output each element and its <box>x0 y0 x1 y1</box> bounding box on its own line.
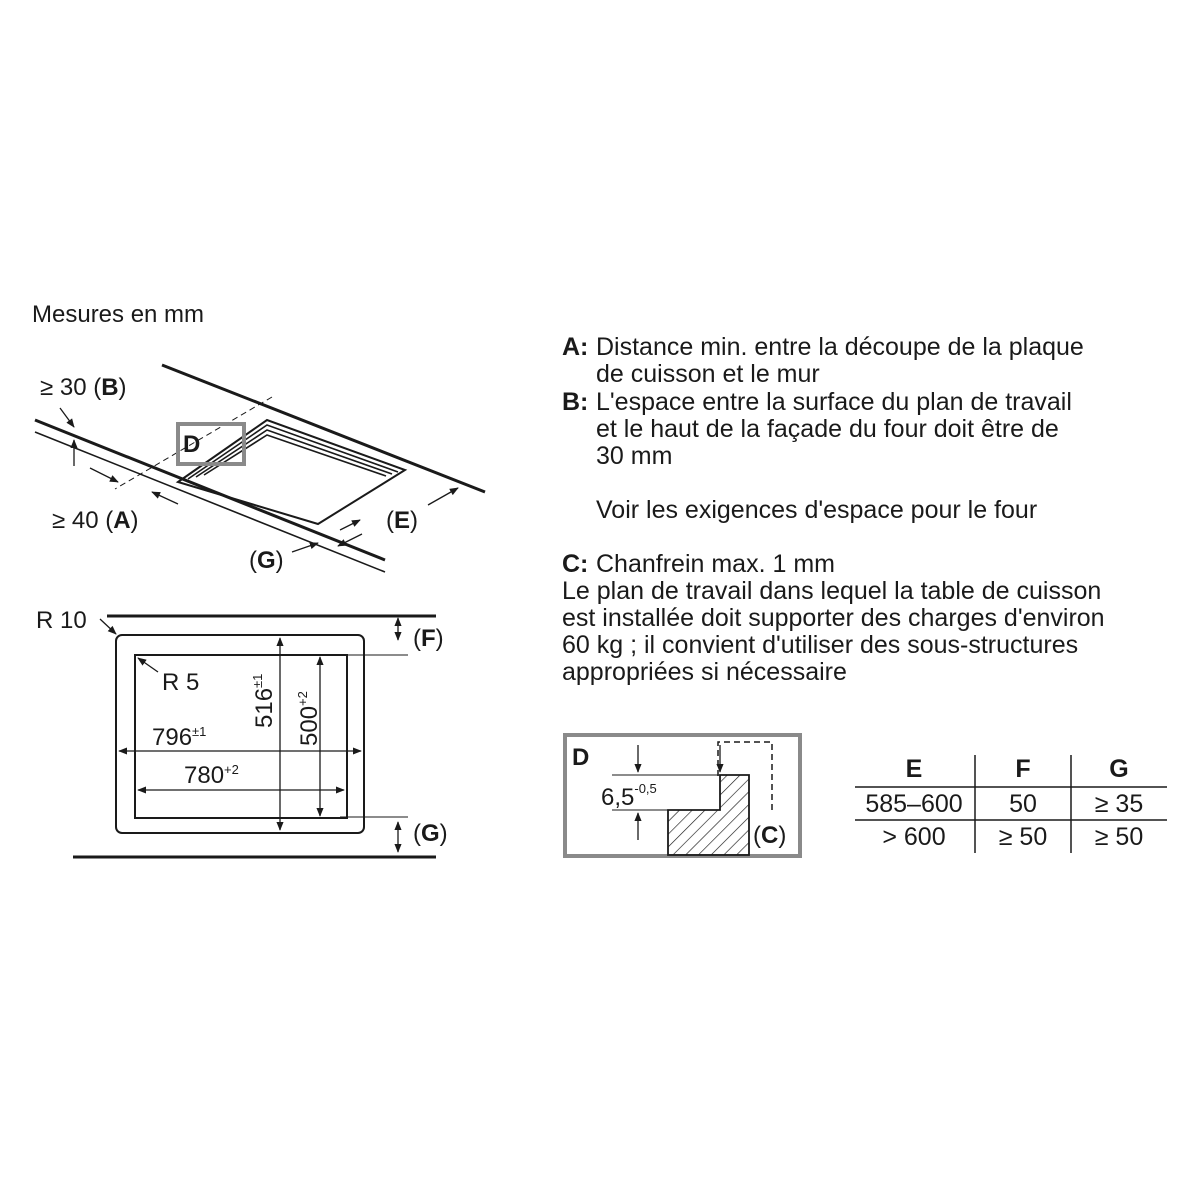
hob-cutout-outer <box>178 420 405 524</box>
chamfer-c-text: (C) <box>753 822 787 849</box>
table-cell-r1-f: 50 <box>1009 790 1037 818</box>
legend-a-key: A: <box>562 333 589 361</box>
detail-d-marker-label: D <box>183 431 201 458</box>
dim-516-text: $516^{\pm 1}$ <box>250 673 278 728</box>
dim-796-text: $796^{\pm 1}$ <box>152 724 207 751</box>
table-cell-r2-f: ≥ 50 <box>998 823 1048 851</box>
radius-r5-arrow <box>138 658 158 672</box>
depth-text: $6,5^{-0,5}$ <box>601 781 657 811</box>
table-header-f: F <box>1015 755 1031 783</box>
top-view <box>35 365 485 574</box>
cutout-view <box>36 607 448 857</box>
radius-r5: R 5 <box>162 669 200 696</box>
table-header-e: E <box>905 755 923 783</box>
legend-c-key: C: <box>562 550 589 578</box>
worktop-section <box>668 775 749 855</box>
dim-b-text: ≥ 30 (B) <box>40 374 127 401</box>
page-title: Mesures en mm <box>32 301 205 328</box>
dim-f-text: (F) <box>413 625 444 652</box>
table-cell-r2-g: ≥ 50 <box>1094 823 1144 851</box>
legend-c-line1: Chanfrein max. 1 mm <box>596 550 835 578</box>
table-header-g: G <box>1109 755 1129 783</box>
legend-c-line5: appropriées si nécessaire <box>562 658 847 686</box>
legend-c-line3: est installée doit supporter des charges d'environ <box>562 604 1105 632</box>
legend <box>562 333 1105 686</box>
dim-e-arrow-2 <box>428 488 458 505</box>
dim-g-text-top: (G) <box>249 547 284 574</box>
legend-b-line3: 30 mm <box>596 442 673 470</box>
dim-b-arrow-top <box>60 408 74 427</box>
table-cell-r2-e: > 600 <box>882 823 946 851</box>
dim-a-text: ≥ 40 (A) <box>52 507 139 534</box>
dim-780-text: $780^{+2}$ <box>184 762 239 789</box>
worktop-back-edge <box>162 365 485 492</box>
legend-c-line2: Le plan de travail dans lequel la table de cuisson <box>562 577 1102 605</box>
dim-e-text: (E) <box>386 507 419 534</box>
legend-a-line2: de cuisson et le mur <box>596 360 820 388</box>
dim-a-arrow-right <box>152 492 178 504</box>
worktop-front-edge <box>35 420 385 560</box>
detail-d <box>565 735 800 856</box>
legend-c-line4: 60 kg ; il convient d'utiliser des sous-structures <box>562 631 1079 659</box>
radius-r10-arrow <box>100 619 116 634</box>
dim-a-arrow-left <box>90 468 118 482</box>
dim-e-arrow-1 <box>340 520 360 530</box>
dim-g-arrow-1 <box>292 543 318 552</box>
radius-r10: R 10 <box>36 607 87 634</box>
legend-b-note: Voir les exigences d'espace pour le four <box>596 496 1038 524</box>
detail-d-label: D <box>572 744 590 771</box>
legend-a-line1: Distance min. entre la découpe de la plaque <box>596 333 1084 361</box>
dim-g-arrow-2 <box>338 534 362 546</box>
table-cell-r1-g: ≥ 35 <box>1094 790 1144 818</box>
legend-b-line1: L'espace entre la surface du plan de travail <box>596 388 1072 416</box>
dim-g-text-bottom: (G) <box>413 820 448 847</box>
dim-500-text: $500^{+2}$ <box>295 691 323 746</box>
legend-b-key: B: <box>562 388 589 416</box>
table-cell-r1-e: 585–600 <box>865 790 963 818</box>
dimension-table <box>855 755 1167 853</box>
legend-b-line2: et le haut de la façade du four doit être de <box>596 415 1059 443</box>
